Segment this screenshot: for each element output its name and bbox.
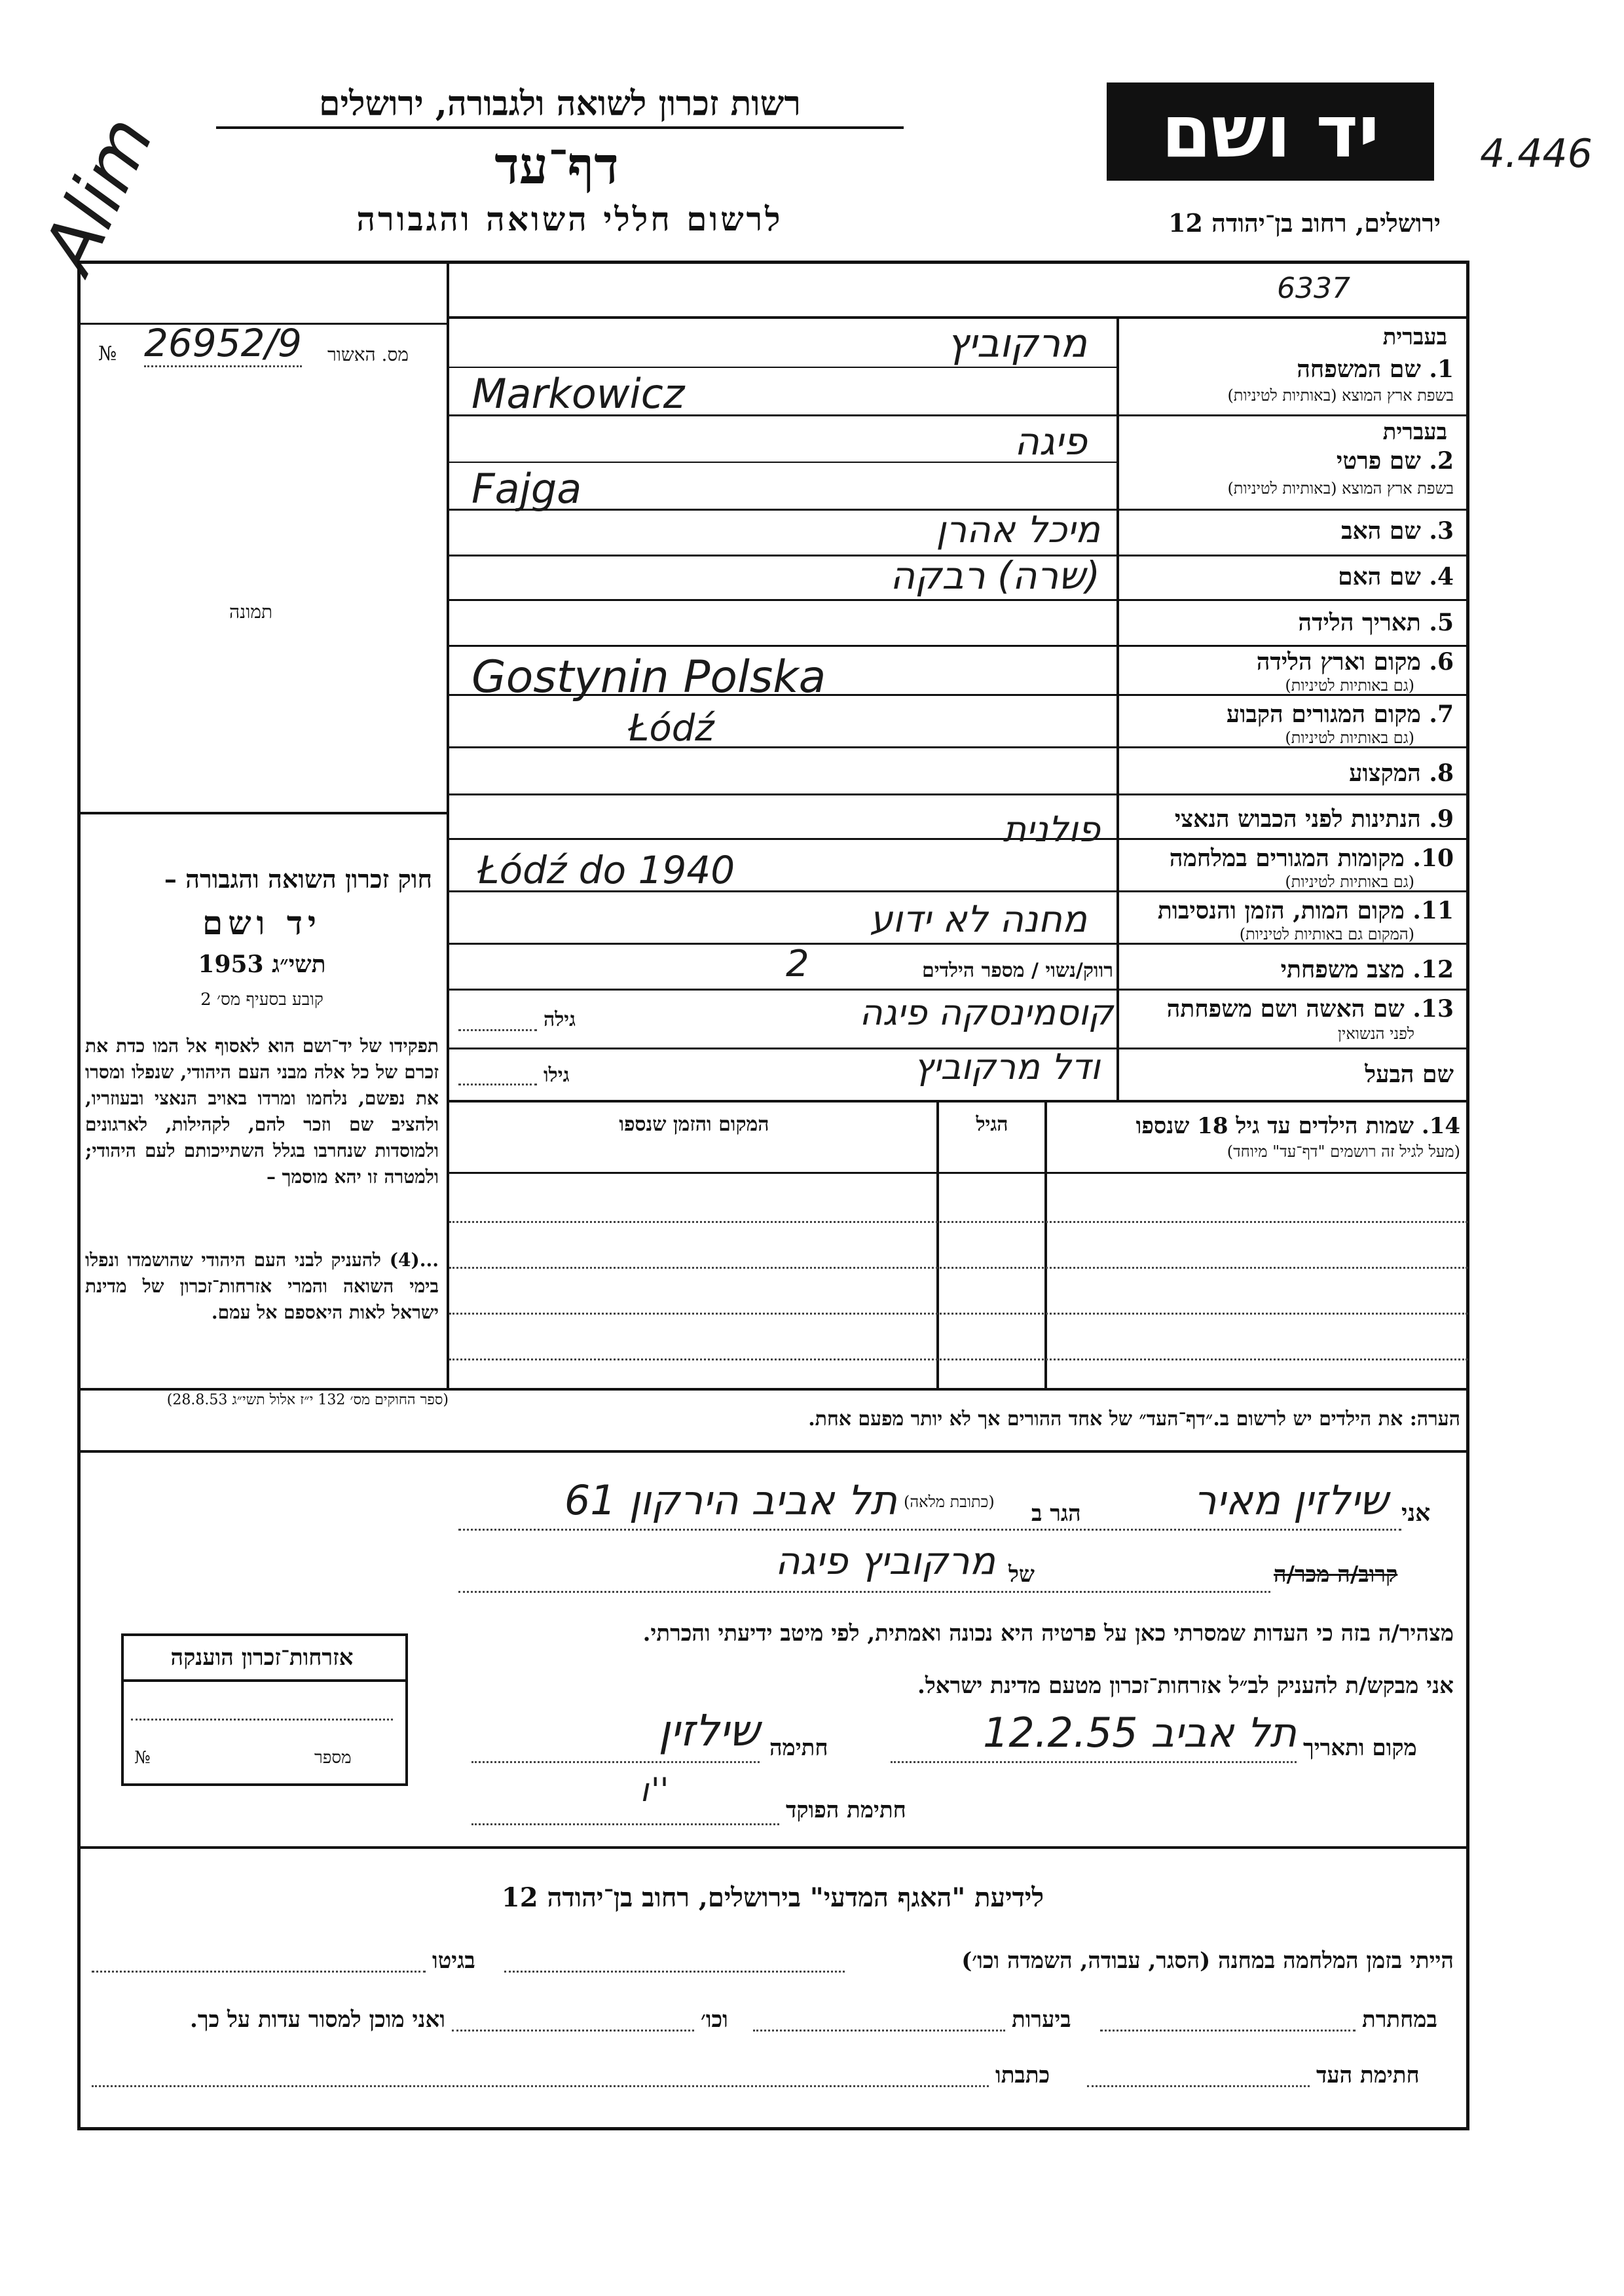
footer-line1: הייתי בזמן המלחמה במחנה (הסגר, עבודה, השמדה וכו׳) [961, 1948, 1454, 1974]
field-7-num: 7. [1429, 701, 1454, 728]
field-6-sub: (גם באותיות לטיניות) [1285, 676, 1414, 695]
field-13-age-label: גילה [544, 1008, 576, 1031]
field-1-label [1126, 355, 1454, 383]
field-7-label-text: מקום המגורים הקבוע [1226, 701, 1421, 728]
declaration-statement: מצהיר/ה בזה כי העדות שמסרתי כאן על פרטיה היא נכונה ואמתית, לפי מיטב ידיעתי והכרתי. [642, 1620, 1454, 1647]
field-13-value: קוסמינסקה פיגה [859, 992, 1113, 1033]
field-2-hebrew-tag: בעברית [1382, 419, 1447, 445]
field-10-label-text: מקומות המגורים במלחמה [1169, 845, 1405, 872]
field-11-num: 11. [1412, 897, 1454, 924]
handwritten-note-top-left: Alim [26, 104, 170, 285]
footer-forests: ביערות [1012, 2007, 1071, 2033]
field-6-label [1126, 648, 1454, 676]
handwritten-number-right: 4.446 [1480, 131, 1593, 177]
photo-label: תמונה [229, 601, 273, 623]
law-source: (ספר החוקים מס׳ 132 י״ז אלול תשי״ג 28.8.53) [166, 1392, 449, 1408]
footer-address: כתבתו [995, 2062, 1050, 2088]
official-signature-label: חתימת הפוקד [786, 1797, 906, 1823]
handwritten-number-top: 6337 [1277, 272, 1350, 305]
footer-ghetto: בגיטו [432, 1948, 475, 1974]
approval-number: 26952/9 [144, 321, 302, 367]
husband-label: שם הבעל [1365, 1061, 1454, 1088]
field-9-value: פולנית [1003, 809, 1100, 850]
signature-label: חתימה [769, 1735, 828, 1761]
field-4-label [1126, 563, 1454, 591]
place-date-label: מקום ותאריך [1303, 1735, 1417, 1761]
field-12-label [1126, 956, 1454, 983]
field-6-num: 6. [1429, 648, 1454, 676]
law-title: חוק זכרון השואה והגבורה – [164, 864, 432, 894]
field-5-label-text: תאריך הלידה [1298, 609, 1421, 636]
field-2-value-hebrew: פיגה [1014, 419, 1087, 464]
field-10-sub: (גם באותיות לטיניות) [1285, 873, 1414, 891]
field-8-label-text: המקצוע [1349, 759, 1421, 787]
law-text-2: ...(4) להעניק לבני העם היהודי שהושמדו ונפלו בימי השואה והמרי אזרחות־זכרון של מדינת ישראל לאות היאספם אל עמם. [85, 1249, 439, 1323]
citizenship-title: אזרחות־זכרון הוענקה [170, 1645, 354, 1671]
official-signature-mark: ı'' [642, 1771, 669, 1809]
footer-underground: במחתרת [1362, 2007, 1437, 2033]
field-10-value: Łódź do 1940 [478, 848, 735, 892]
yad-vashem-logo [1107, 82, 1434, 181]
form-subtitle: לרשום חללי השואה והגבורה [356, 200, 783, 238]
field-11-label-text: מקום המות, הזמן והנסיבות [1157, 897, 1405, 924]
field-13-num: 13. [1412, 995, 1454, 1023]
field-1-hebrew-tag: בעברית [1382, 324, 1447, 350]
declarant-address: תל אביב הירקון 61 [564, 1476, 897, 1524]
field-10-label [1126, 845, 1454, 872]
field-8-label [1126, 759, 1454, 787]
field-12-label-text: מצב משפחתי [1280, 956, 1405, 983]
field-1-value-hebrew: מרקוביץ [946, 321, 1087, 367]
field-5-num: 5. [1429, 609, 1454, 636]
field-9-label-text: הנתינות לפני הכבוש הנאצי [1174, 805, 1421, 833]
field-1-label-text: שם המשפחה [1297, 355, 1421, 383]
field-13-label-text: שם האשה ושם משפחתה [1166, 995, 1405, 1023]
no-symbol: № [98, 342, 117, 365]
declaration-ani: אני [1401, 1499, 1431, 1527]
footer-witness-signature: חתימת העד [1316, 2062, 1420, 2088]
field-2-label [1126, 447, 1454, 475]
field-13-label [1126, 995, 1454, 1023]
field-7-label [1126, 701, 1454, 728]
footer-title: לידיעת "האגף המדעי" בירושלים, רחוב בן־יהודה 12 [501, 1882, 1044, 1913]
relation-label: קרוב/ה מכר/ה [1274, 1561, 1398, 1588]
field-1-num: 1. [1429, 355, 1454, 383]
field-4-num: 4. [1429, 563, 1454, 591]
field-3-num: 3. [1429, 517, 1454, 545]
field-11-label [1126, 897, 1454, 924]
field-5-label [1126, 609, 1454, 636]
husband-value: ודל מרקוביץ [913, 1046, 1100, 1087]
field-4-label-text: שם האם [1338, 563, 1421, 591]
field-6-label-text: מקום וארץ הלידה [1256, 648, 1421, 676]
children-place-header: המקום והזמן שנספו [619, 1113, 769, 1136]
header-address: ירושלים, רחוב בן־יהודה 12 [1168, 208, 1441, 238]
children-age-header: הגיל [976, 1113, 1008, 1136]
field-2-sub: בשפת ארץ המוצא (באותיות לטיניות) [1227, 479, 1454, 498]
law-year: תשי״ג 1953 [198, 951, 326, 978]
citizenship-number-label: מספר [314, 1748, 352, 1768]
field-2-num: 2. [1429, 447, 1454, 475]
field-12-value: 2 [786, 943, 809, 985]
signature-value: שילזין [658, 1705, 760, 1756]
field-11-sub: (המקום גם באותיות לטיניות) [1239, 925, 1414, 943]
declaration-request: אני מבקש/ת להעניק לב״ל אזרחות־זכרון מטעם מדינת ישראל. [917, 1673, 1454, 1699]
logo-text: יד ושם [1161, 90, 1380, 173]
footer-ready: ואני מוכן למסור עדות על כך. [190, 2007, 445, 2033]
children-note: הערה: את הילדים יש לרשום ב.״דף־העד״ של אחד ההורים אך לא יותר מפעם אחת. [808, 1408, 1460, 1430]
field-6-value: Gostynin Polska [471, 651, 826, 703]
relation-of: של [1008, 1561, 1035, 1588]
husband-age-label: גילו [544, 1064, 570, 1087]
relation-value: מרקוביץ פיגה [775, 1539, 995, 1583]
form-title: דף־עד [494, 136, 619, 196]
field-1-sub: בשפת ארץ המוצא (באותיות לטיניות) [1227, 386, 1454, 405]
place-date-value: תל אביב 12.2.55 [982, 1709, 1297, 1757]
footer-etc: וכו׳ [701, 2007, 728, 2033]
field-7-sub: (גם באותיות לטיניות) [1285, 729, 1414, 747]
children-label: 14. שמות הילדים עד גיל 18 שנספו [1135, 1113, 1460, 1139]
authority-line: רשות זכרון לשואה ולגבורה, ירושלים [216, 84, 904, 129]
field-12-num: 12. [1412, 956, 1454, 983]
field-9-label [1126, 805, 1454, 833]
field-3-label-text: שם האב [1341, 517, 1421, 545]
field-3-value: מיכל אהרן [936, 509, 1100, 551]
field-8-num: 8. [1429, 759, 1454, 787]
children-sub: (מעל לגיל זה רושמים "דף־עד" מיוחד) [1227, 1142, 1460, 1161]
law-name: יד ושם [202, 903, 322, 942]
field-10-num: 10. [1412, 845, 1454, 872]
resides-label: הגר ב [1031, 1501, 1081, 1527]
field-4-value: (שרה) רבקה [890, 553, 1100, 598]
law-text: תפקידו של יד־ושם הוא לאסוף אל המו כדת את זכרם של כל אלה מבני העם היהודי, שנפלו ומסרו את נפשם, נלחמו ומרדו באויב הנאצי ובעוזריו, ולהציב שם וזכר להם, לקהילות, לארגונים ולמוסדות שנחרבו בגלל השתייכותם לעם היהודי; ולמטרה זו יהא מוסמך – [85, 1035, 439, 1188]
field-12-extra: רווק/נשוי / מספר הילדים [921, 959, 1113, 982]
field-7-value: Łódź [629, 707, 714, 750]
field-2-value-latin: Fajga [471, 465, 582, 513]
field-3-label [1126, 517, 1454, 545]
field-1-value-latin: Markowicz [471, 370, 685, 418]
citizenship-no-symbol: № [134, 1748, 151, 1768]
declarant-name: שילזין מאיר [1193, 1476, 1388, 1524]
law-clause: קובע בסעיף מס׳ 2 [200, 990, 323, 1010]
full-address-label: (כתובת מלאה) [904, 1493, 995, 1511]
field-9-num: 9. [1429, 805, 1454, 833]
field-11-value: מחנה לא ידוע [870, 898, 1087, 941]
field-2-label-text: שם פרטי [1336, 447, 1421, 475]
field-13-sub: לפני הנשואין [1337, 1025, 1414, 1043]
approval-label: מס. האשור [327, 344, 409, 365]
